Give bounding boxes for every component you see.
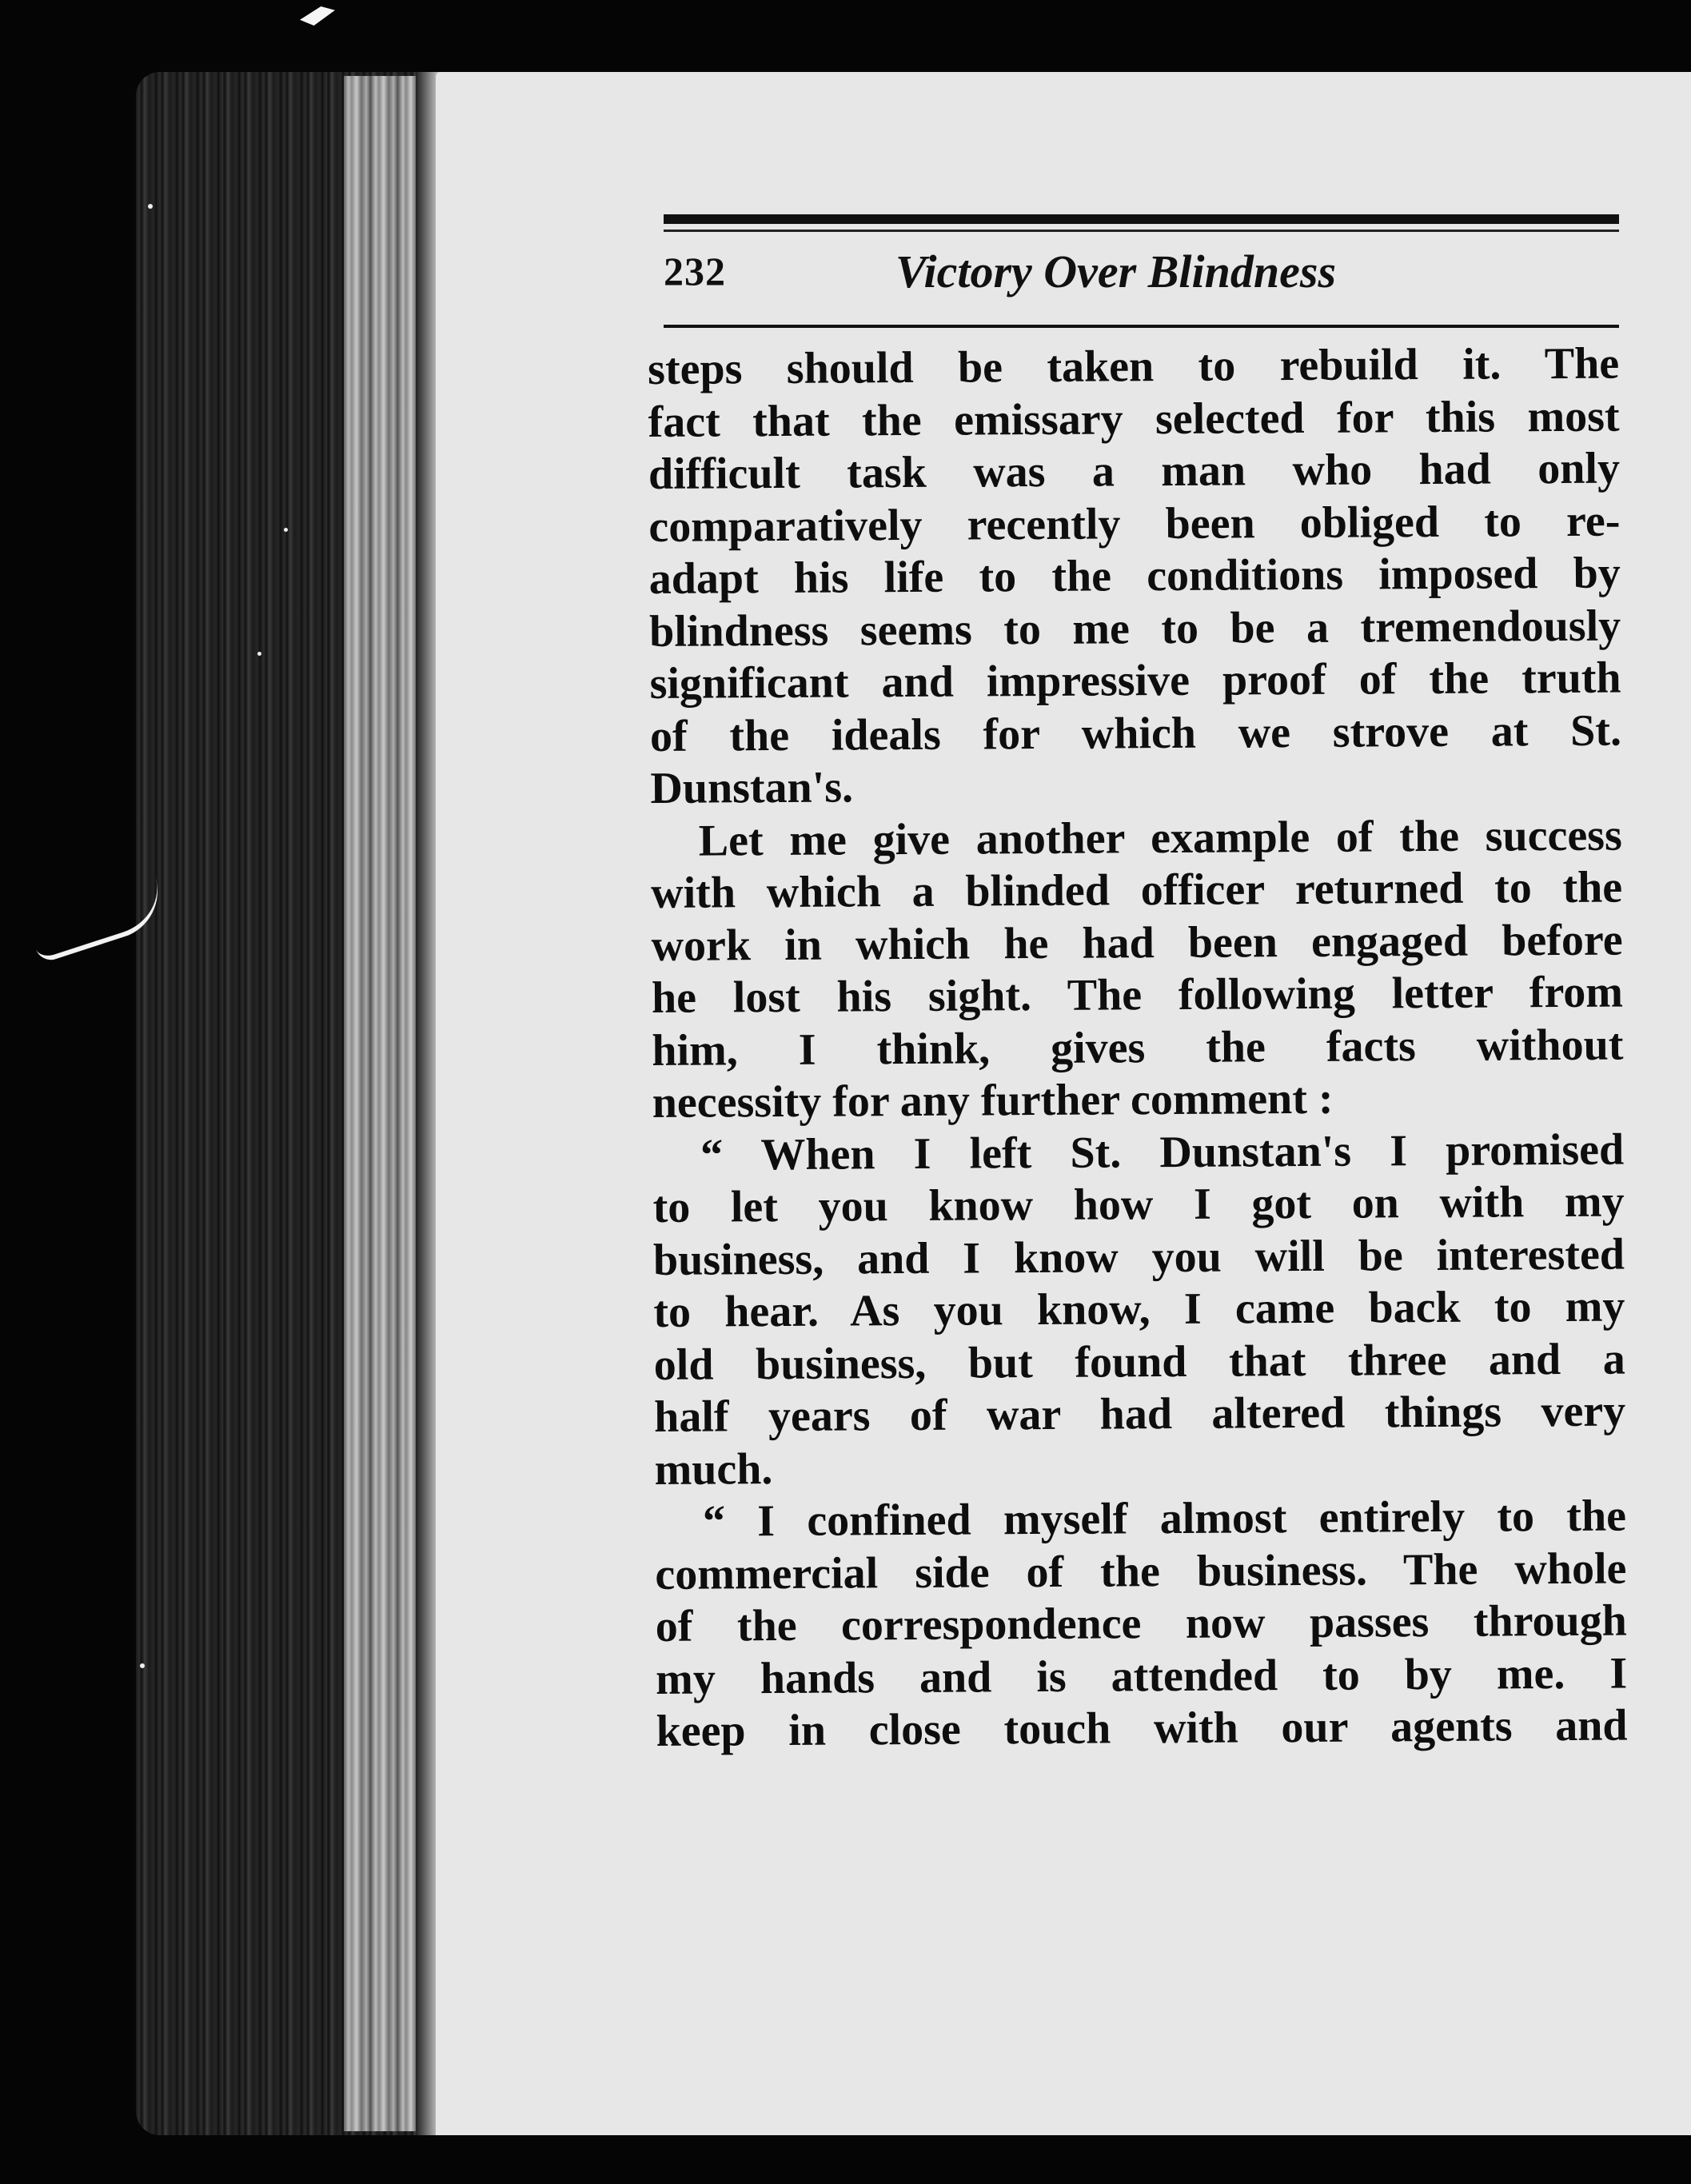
- running-title: Victory Over Blindness: [895, 246, 1337, 297]
- text-line: much.: [654, 1443, 773, 1495]
- text-line: he lost his sight. The following letter from: [651, 967, 1624, 1023]
- header-rule-thick: [664, 214, 1619, 224]
- text-line: keep in close touch with our agents and: [656, 1700, 1628, 1756]
- text-line: half years of war had altered things very: [654, 1386, 1626, 1442]
- dust-speck: [257, 652, 261, 656]
- text-line: comparatively recently been obliged to re-: [648, 496, 1621, 552]
- header-rule-under: [664, 325, 1619, 328]
- text-line: Dunstan's.: [650, 762, 854, 813]
- text-line: significant and impressive proof of the truth: [649, 653, 1621, 709]
- book-page-edges: [344, 76, 424, 2131]
- text-line: old business, but found that three and a: [653, 1334, 1625, 1390]
- text-line: necessity for any further comment :: [652, 1073, 1334, 1128]
- paragraph: [655, 1491, 1628, 1759]
- text-line: of the correspondence now passes through: [655, 1595, 1627, 1651]
- text-line: business, and I know you will be interested: [652, 1229, 1625, 1285]
- dust-speck: [140, 1663, 145, 1668]
- text-line: blindness seems to me to be a tremendously: [649, 601, 1621, 657]
- dust-speck: [284, 528, 288, 532]
- body-text: [648, 338, 1628, 1759]
- paragraph: [651, 809, 1624, 1129]
- text-line: Let me give another example of the success: [698, 810, 1622, 866]
- text-line: “ I confined myself almost entirely to the: [702, 1491, 1627, 1547]
- text-line: with which a blinded officer returned to the: [651, 862, 1623, 918]
- dust-speck: [148, 204, 153, 209]
- text-line: commercial side of the business. The whole: [655, 1543, 1627, 1599]
- paragraph: [648, 338, 1622, 816]
- text-line: adapt his life to the conditions imposed by: [648, 548, 1621, 604]
- page-number: 232: [664, 249, 726, 293]
- text-line: “ When I left St. Dunstan's I promised: [700, 1124, 1625, 1180]
- header-rule-thin: [664, 230, 1619, 232]
- text-line: to hear. As you know, I came back to my: [653, 1281, 1625, 1337]
- text-line: to let you know how I got on with my: [652, 1176, 1625, 1232]
- text-line: fact that the emissary selected for this most: [648, 391, 1620, 447]
- running-head: [664, 240, 1619, 312]
- text-line: difficult task was a man who had only: [648, 443, 1621, 499]
- text-line: work in which he had been engaged before: [651, 915, 1623, 971]
- text-line: steps should be taken to rebuild it. The: [648, 338, 1620, 394]
- paragraph: [652, 1124, 1626, 1496]
- scan-artifact: [300, 6, 335, 26]
- text-line: him, I think, gives the facts without: [652, 1020, 1624, 1076]
- text-line: of the ideals for which we strove at St.: [649, 705, 1622, 761]
- text-line: my hands and is attended to by me. I: [656, 1648, 1628, 1704]
